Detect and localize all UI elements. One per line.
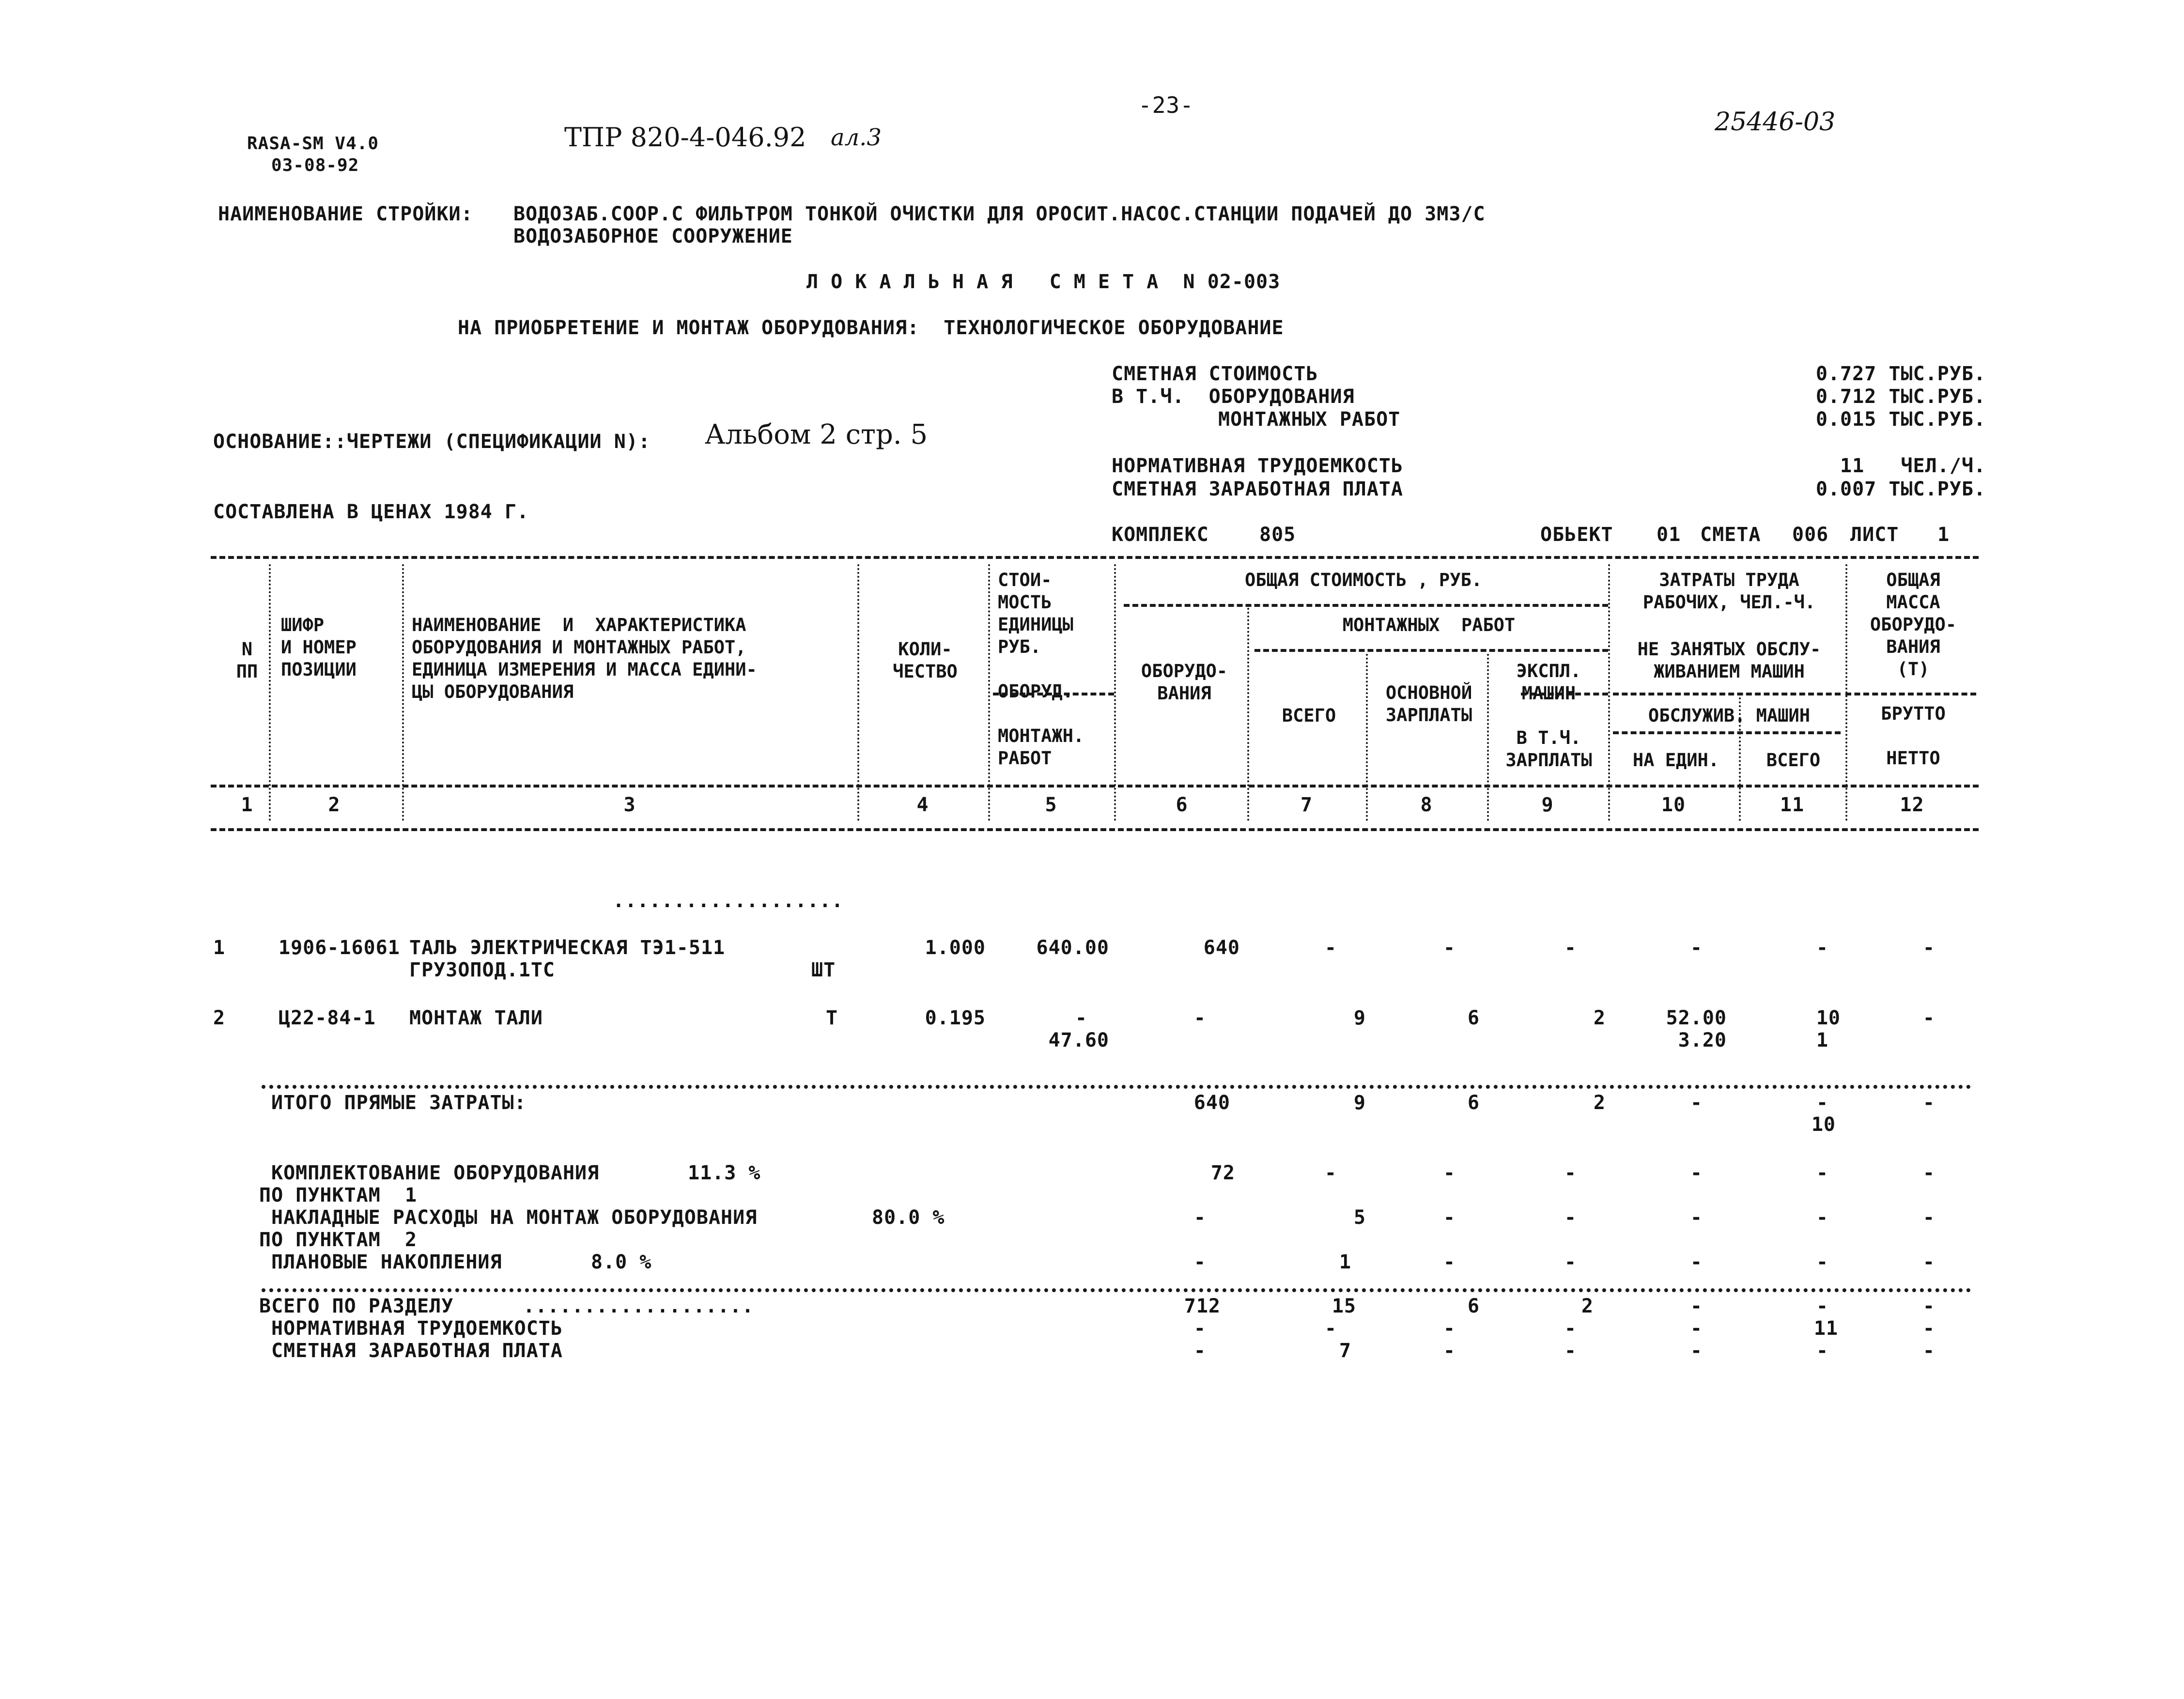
wage-install-wage: - (1443, 1340, 1456, 1362)
col-header-6: ОБОРУДО- ВАНИЯ (1141, 661, 1228, 704)
plan-install-all: 1 (1339, 1251, 1351, 1273)
norm-labor-install-wage: - (1443, 1317, 1456, 1340)
table-top-rule (211, 556, 1979, 559)
smeta-label: СМЕТА (1700, 524, 1761, 546)
summary-wage-label: СМЕТНАЯ ЗАРАБОТНАЯ ПЛАТА (1112, 478, 1403, 500)
row-price-install: 47.60 (1048, 1029, 1109, 1051)
overhead-machine: - (1564, 1206, 1577, 1229)
plan-equip: - (1193, 1251, 1206, 1273)
program-date: 03-08-92 (271, 155, 359, 175)
summary-equipment-value: 0.712 ТЫС.РУБ. (1815, 386, 1986, 408)
col-header-4: КОЛИ- ЧЕСТВО (893, 639, 958, 682)
row-equip: 640 (1203, 937, 1240, 959)
section-install-all: 15 (1332, 1295, 1356, 1317)
complect-machine: - (1564, 1162, 1577, 1184)
row-qty: 1.000 (925, 937, 986, 959)
labor-sub-header: НЕ ЗАНЯТЫХ ОБСЛУ- ЖИВАНИЕМ МАШИН (1637, 639, 1821, 682)
column-number: 2 (328, 794, 341, 816)
plan-labor-total: - (1816, 1251, 1828, 1273)
section-marker: ................... (613, 890, 844, 912)
row-mass: - (1922, 1007, 1935, 1029)
labor-sub-rule-2 (1613, 731, 1841, 734)
col-header-8: ОСНОВНОЙ ЗАРПЛАТЫ (1385, 682, 1472, 726)
total-group-rule (1124, 604, 1608, 607)
wage-install-all: 7 (1339, 1340, 1351, 1362)
wage-machine: - (1564, 1340, 1577, 1362)
complect-label: КОМПЛЕКТОВАНИЕ ОБОРУДОВАНИЯ (271, 1162, 600, 1184)
norm-labor-label: НОРМАТИВНАЯ ТРУДОЕМКОСТЬ (271, 1317, 563, 1340)
row-unit: ШТ (811, 959, 836, 981)
section-labor-total: - (1816, 1295, 1828, 1317)
column-number: 5 (1045, 794, 1057, 816)
column-number: 3 (623, 794, 636, 816)
section-total-label: ВСЕГО ПО РАЗДЕЛУ (259, 1295, 454, 1317)
norm-labor-per-unit: - (1690, 1317, 1703, 1340)
sheet-label: ЛИСТ (1850, 524, 1899, 546)
direct-labor-extra: 10 (1811, 1113, 1836, 1136)
row-qty: 0.195 (925, 1007, 986, 1029)
summary-labor-value: 11 ЧЕЛ./Ч. (1840, 455, 1986, 477)
col-divider (269, 564, 271, 821)
summary-incl-label: В Т.Ч. ОБОРУДОВАНИЯ (1112, 386, 1355, 408)
album-mark: ал.3 (831, 124, 882, 151)
direct-mass: - (1922, 1092, 1935, 1114)
row-machine: 2 (1593, 1007, 1606, 1029)
complect-labor-total: - (1816, 1162, 1828, 1184)
column-number: 9 (1541, 794, 1554, 816)
basis-handwritten: Альбом 2 стр. 5 (705, 419, 928, 450)
overhead-install-all: 5 (1353, 1206, 1366, 1229)
row-price: 640.00 (1036, 937, 1109, 959)
plan-pct: 8.0 % (591, 1251, 652, 1273)
complex-label: КОМПЛЕКС (1112, 524, 1209, 546)
direct-costs-label: ИТОГО ПРЯМЫЕ ЗАТРАТЫ: (271, 1092, 527, 1114)
direct-labor-per-unit: - (1690, 1092, 1703, 1114)
estimate-title: Л О К А Л Ь Н А Я С М Е Т А N 02-003 (806, 271, 1281, 293)
install-group-rule (1255, 649, 1608, 652)
col-divider (1487, 654, 1489, 821)
direct-labor-total: - (1816, 1092, 1828, 1114)
row-name-2: ГРУЗОПОД.1ТС (409, 959, 555, 981)
complect-mass: - (1922, 1162, 1935, 1184)
complex-value: 805 (1259, 524, 1296, 546)
complect-equip: 72 (1210, 1162, 1235, 1184)
row-price: - (1075, 1007, 1087, 1029)
overhead-pct: 80.0 % (872, 1206, 945, 1229)
section-total-dots: ................... (523, 1295, 754, 1317)
col-header-10: НА ЕДИН. (1632, 750, 1719, 771)
row-mass: - (1922, 937, 1935, 959)
overhead-label: НАКЛАДНЫЕ РАСХОДЫ НА МОНТАЖ ОБОРУДОВАНИЯ (271, 1206, 758, 1229)
install-group-header: МОНТАЖНЫХ РАБОТ (1342, 615, 1516, 635)
table-header-rule (211, 785, 1979, 788)
col-divider (1366, 654, 1368, 821)
row-install-all: 9 (1353, 1007, 1366, 1029)
col-header-5: СТОИ- МОСТЬ ЕДИНИЦЫ РУБ. ОБОРУД. МОНТАЖН. РАБОТ (998, 570, 1084, 769)
summary-labor-label: НОРМАТИВНАЯ ТРУДОЕМКОСТЬ (1112, 455, 1403, 477)
summary-cost-label: СМЕТНАЯ СТОИМОСТЬ (1112, 363, 1318, 385)
row-unit: Т (826, 1007, 838, 1029)
column-number: 8 (1420, 794, 1433, 816)
row-labor-per-unit-2: 3.20 (1678, 1029, 1727, 1051)
col-divider (988, 564, 990, 821)
plan-install-wage: - (1443, 1251, 1456, 1273)
section-equip: 712 (1184, 1295, 1221, 1317)
labor-sub-rule (1613, 693, 1841, 695)
labor-sub-header-2: ОБСЛУЖИВ. МАШИН (1648, 705, 1811, 726)
overhead-install-wage: - (1443, 1206, 1456, 1229)
norm-labor-machine: - (1564, 1317, 1577, 1340)
estimate-subtitle: НА ПРИОБРЕТЕНИЕ И МОНТАЖ ОБОРУДОВАНИЯ: ТЕХНОЛОГИЧЕСКОЕ ОБОРУДОВАНИЕ (458, 317, 1284, 339)
col-header-2: ШИФР И НОМЕР ПОЗИЦИИ (281, 615, 356, 680)
project-code: ТПР 820-4-046.92 (564, 122, 806, 153)
norm-labor-install-all: - (1324, 1317, 1337, 1340)
row-install-all: - (1324, 937, 1337, 959)
row-labor-total: 10 (1816, 1007, 1841, 1029)
sheet-value: 1 (1937, 524, 1950, 546)
direct-install-all: 9 (1353, 1092, 1366, 1114)
overhead-mass: - (1922, 1206, 1935, 1229)
totals-dotted-rule (262, 1085, 1971, 1089)
complect-labor-per-unit: - (1690, 1162, 1703, 1184)
row-equip: - (1193, 1007, 1206, 1029)
row-install-wage: - (1443, 937, 1456, 959)
page-number: -23- (1138, 92, 1194, 118)
col-header-9: ЭКСПЛ. МАШИН В Т.Ч. ЗАРПЛАТЫ (1505, 661, 1592, 771)
object-value: 01 (1657, 524, 1681, 546)
row-name: ТАЛЬ ЭЛЕКТРИЧЕСКАЯ ТЭ1-511 (409, 937, 726, 959)
col-header-11: ВСЕГО (1766, 750, 1821, 771)
row-labor-per-unit: - (1690, 937, 1703, 959)
total-group-header: ОБЩАЯ СТОИМОСТЬ , РУБ. (1244, 570, 1483, 590)
point-2: ПО ПУНКТАМ 2 (259, 1229, 418, 1251)
wage-mass: - (1922, 1340, 1935, 1362)
section-install-wage: 6 (1467, 1295, 1480, 1317)
basis-label: ОСНОВАНИЕ::ЧЕРТЕЖИ (СПЕЦИФИКАЦИИ N): (213, 431, 651, 453)
smeta-value: 006 (1792, 524, 1829, 546)
row-number: 2 (213, 1007, 226, 1029)
col-divider (1247, 608, 1249, 821)
col-divider (857, 564, 859, 821)
column-number: 1 (241, 794, 253, 816)
col-header-1: N ПП (236, 639, 258, 682)
col-divider (1608, 564, 1610, 821)
column-number: 7 (1300, 794, 1313, 816)
col-header-12: ОБЩАЯ МАССА ОБОРУДО- ВАНИЯ (Т) БРУТТО НЕТТО (1870, 570, 1957, 769)
column-number: 12 (1900, 794, 1924, 816)
col-header-3: НАИМЕНОВАНИЕ И ХАРАКТЕРИСТИКА ОБОРУДОВАНИЯ И МОНТАЖНЫХ РАБОТ, ЕДИНИЦА ИЗМЕРЕНИЯ И МАССА ЕДИНИ- ЦЫ ОБОРУДОВАНИЯ (412, 615, 757, 702)
row-machine: - (1564, 937, 1577, 959)
norm-labor-equip: - (1193, 1317, 1206, 1340)
plan-machine: - (1564, 1251, 1577, 1273)
row-labor-per-unit: 52.00 (1666, 1007, 1727, 1029)
complect-install-all: - (1324, 1162, 1337, 1184)
direct-equip: 640 (1193, 1092, 1230, 1114)
direct-machine: 2 (1593, 1092, 1606, 1114)
col-divider (1114, 564, 1116, 821)
table-numbers-rule (211, 828, 1979, 831)
wage-equip: - (1193, 1340, 1206, 1362)
col-header-7: ВСЕГО (1282, 705, 1336, 726)
plan-mass: - (1922, 1251, 1935, 1273)
section-dotted-rule (262, 1288, 1971, 1292)
section-mass: - (1922, 1295, 1935, 1317)
summary-cost-value: 0.727 ТЫС.РУБ. (1815, 363, 1986, 385)
section-labor-per-unit: - (1690, 1295, 1703, 1317)
row-code: 1906-16061 (279, 937, 400, 959)
construction-object: ВОДОЗАБОРНОЕ СООРУЖЕНИЕ (513, 225, 793, 247)
row-labor-total-2: 1 (1816, 1029, 1828, 1051)
program-version: RASA-SM V4.0 (247, 134, 379, 154)
overhead-labor-per-unit: - (1690, 1206, 1703, 1229)
norm-labor-total: 11 (1813, 1317, 1838, 1340)
column-number: 10 (1661, 794, 1686, 816)
complect-install-wage: - (1443, 1162, 1456, 1184)
column-number: 4 (916, 794, 929, 816)
price-base: СОСТАВЛЕНА В ЦЕНАХ 1984 Г. (213, 501, 529, 523)
labor-group-header: ЗАТРАТЫ ТРУДА РАБОЧИХ, ЧЕЛ.-Ч. (1642, 570, 1816, 613)
row-name: МОНТАЖ ТАЛИ (409, 1007, 543, 1029)
column-number: 6 (1176, 794, 1188, 816)
plan-labor-per-unit: - (1690, 1251, 1703, 1273)
overhead-equip: - (1193, 1206, 1206, 1229)
direct-install-wage: 6 (1467, 1092, 1480, 1114)
wage-labor-total: - (1816, 1340, 1828, 1362)
column-number: 11 (1780, 794, 1805, 816)
complect-pct: 11.3 % (688, 1162, 761, 1184)
construction-name: ВОДОЗАБ.СООР.С ФИЛЬТРОМ ТОНКОЙ ОЧИСТКИ ДЛЯ ОРОСИТ.НАСОС.СТАНЦИИ ПОДАЧЕЙ ДО 3М3/С (513, 203, 1486, 225)
summary-wage-value: 0.007 ТЫС.РУБ. (1815, 478, 1986, 500)
section-machine: 2 (1581, 1295, 1594, 1317)
wage-labor-per-unit: - (1690, 1340, 1703, 1362)
document-code: 25446-03 (1715, 108, 1836, 137)
overhead-labor-total: - (1816, 1206, 1828, 1229)
row-install-wage: 6 (1467, 1007, 1480, 1029)
wage-label: СМЕТНАЯ ЗАРАБОТНАЯ ПЛАТА (271, 1340, 563, 1362)
point-1: ПО ПУНКТАМ 1 (259, 1184, 418, 1206)
col-divider (402, 564, 404, 821)
construction-label: НАИМЕНОВАНИЕ СТРОЙКИ: (218, 203, 473, 225)
col-divider (1845, 564, 1847, 821)
row-code: Ц22-84-1 (279, 1007, 376, 1029)
norm-labor-mass: - (1922, 1317, 1935, 1340)
summary-install-value: 0.015 ТЫС.РУБ. (1815, 408, 1986, 431)
row-labor-total: - (1816, 937, 1828, 959)
summary-install-label: МОНТАЖНЫХ РАБОТ (1218, 408, 1401, 431)
row-number: 1 (213, 937, 226, 959)
plan-label: ПЛАНОВЫЕ НАКОПЛЕНИЯ (271, 1251, 502, 1273)
object-label: ОБЬЕКТ (1540, 524, 1613, 546)
